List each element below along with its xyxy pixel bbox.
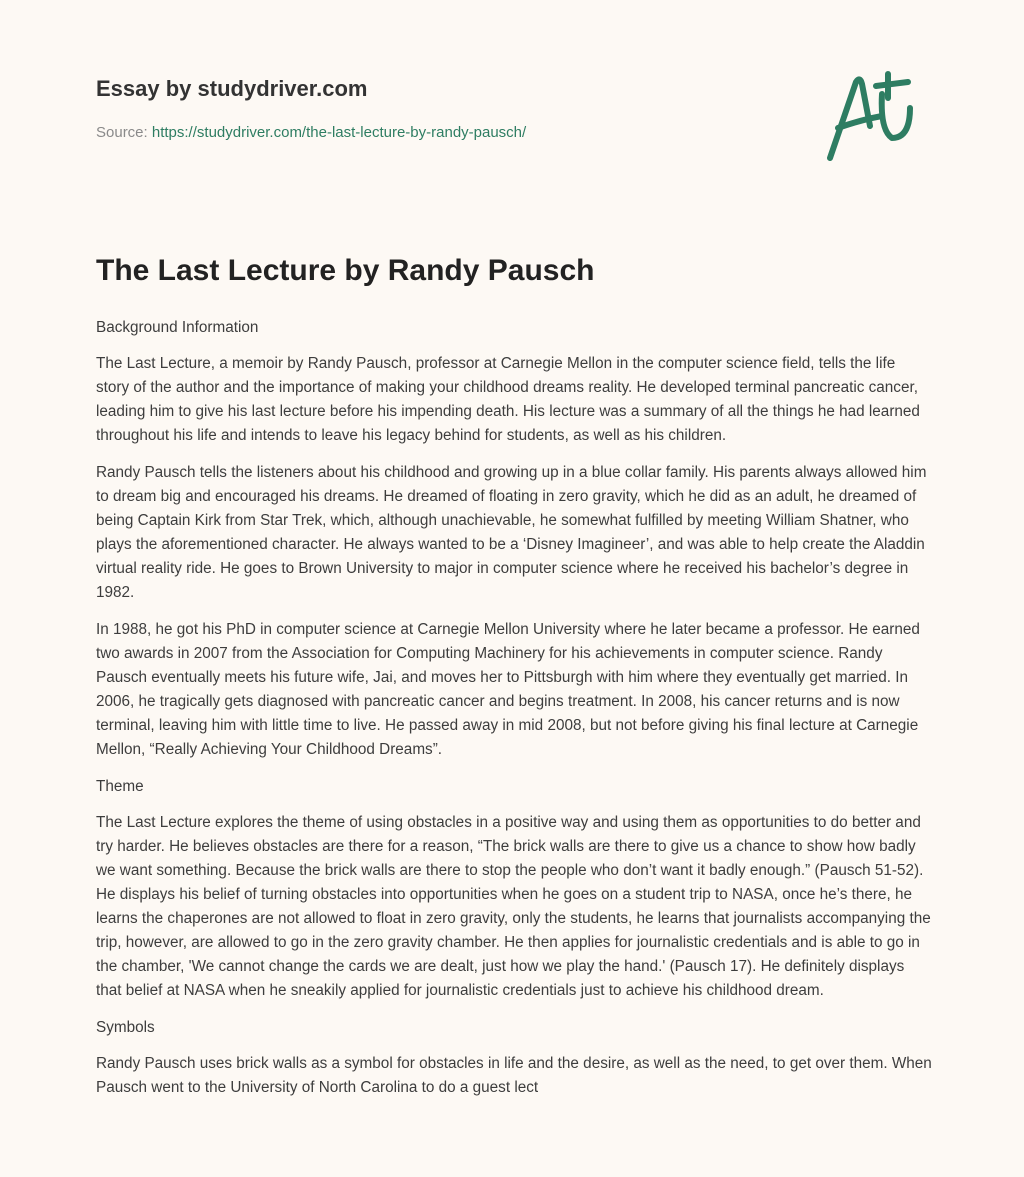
paragraph: The Last Lecture explores the theme of using obstacles in a positive way and using them as opportunities to do better and try harder. He believes obstacles are there for a reason, “The brick walls are there to give us a chance to show how badly we want something. Because the brick walls are there to stop the people who don’t want it badly enough.” (Pausch 51-52). He displays his belief of turning obstacles into opportunities when he goes on a student trip to NASA, once he’s there, he learns the chaperones are not allowed to float in zero gravity, only the students, he learns that journalists accompanying the trip, however, are allowed to go in the zero gravity chamber. He then applies for journalistic credentials and is able to go in the chamber, 'We cannot change the cards we are dealt, just how we play the hand.' (Pausch 17). He definitely displays that belief at NASA when he sneakily applied for journalistic credentials just to achieve his childhood dream. [96, 814, 931, 999]
paragraph: The Last Lecture, a memoir by Randy Pausch, professor at Carnegie Mellon in the computer science field, tells the life story of the author and the importance of making your childhood dreams reality. He developed terminal pancreatic cancer, leading him to give his last lecture before his impending death. His lecture was a summary of all the things he had learned throughout his life and intends to leave his legacy behind for students, as well as his children. [96, 355, 920, 444]
paragraph: Randy Pausch tells the listeners about his childhood and growing up in a blue collar family. His parents always allowed him to dream big and encouraged his dreams. He dreamed of floating in zero gravity, which he did as an adult, he dreamed of being Captain Kirk from Star Trek, which, although unachievable, he somewhat fulfilled by meeting William Shatner, who plays the aforementioned character. He always wanted to be a ‘Disney Imagineer’, and was able to help create the Aladdin virtual reality ride. He goes to Brown University to major in computer science where he received his bachelor’s degree in 1982. [96, 464, 927, 601]
section-heading: Symbols [96, 1019, 155, 1036]
section-heading: Background Information [96, 319, 259, 336]
section-heading: Theme [96, 778, 144, 795]
source-line [96, 124, 526, 141]
paragraph: Randy Pausch uses brick walls as a symbol for obstacles in life and the desire, as well as the need, to get over them. When Pausch went to the University of North Carolina to do a guest lect [96, 1055, 932, 1096]
source-label: Source: [96, 124, 148, 141]
site-brand: Essay by studydriver.com [96, 76, 368, 101]
essay-title: The Last Lecture by Randy Pausch [96, 254, 595, 287]
essay-body [96, 316, 932, 1113]
a-plus-logo-icon [820, 68, 930, 164]
paragraph: In 1988, he got his PhD in computer science at Carnegie Mellon University where he later became a professor. He earned two awards in 2007 from the Association for Computing Machinery for his achievements in computer science. Randy Pausch eventually meets his future wife, Jai, and moves her to Pittsburgh with him where they eventually get married. In 2006, he tragically gets diagnosed with pancreatic cancer and begins treatment. In 2008, his cancer returns and is now terminal, leaving him with little time to live. He passed away in mid 2008, but not before giving his final lecture at Carnegie Mellon, “Really Achieving Your Childhood Dreams”. [96, 621, 920, 758]
source-link[interactable]: https://studydriver.com/the-last-lecture-by-randy-pausch/ [151, 124, 527, 141]
